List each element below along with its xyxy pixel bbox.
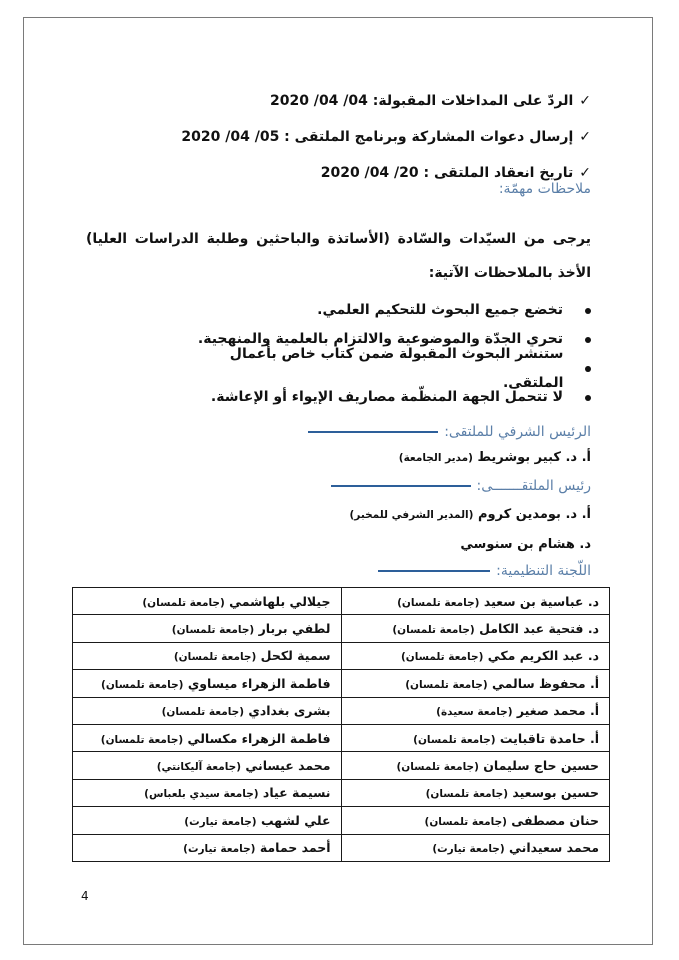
table-cell: د. فتحية عبد الكامل (جامعة تلمسان) — [341, 615, 610, 642]
table-cell: سمية لكحل (جامعة تلمسان) — [73, 642, 342, 669]
checkmark-icon: ✓ — [579, 165, 591, 181]
note-text: تحري الجدّة والموضوعية والالتزام بالعلمية والمنهجية. — [197, 331, 563, 347]
bullet-icon — [585, 395, 591, 401]
chair-person-2 — [460, 537, 591, 552]
table-cell: لطفي بربار (جامعة تلمسان) — [73, 615, 342, 642]
table-cell: حسين حاج سليمان (جامعة تلمسان) — [341, 752, 610, 779]
date-item — [171, 83, 591, 119]
honorary-affiliation: (مدير الجامعة) — [398, 452, 473, 464]
table-cell: فاطمة الزهراء ميساوي (جامعة تلمسان) — [73, 670, 342, 697]
table-cell: بشرى بغدادي (جامعة تلمسان) — [73, 697, 342, 724]
table-cell: أ. محمد صغير (جامعة سعيدة) — [341, 697, 610, 724]
notes-heading — [499, 181, 591, 197]
note-text: تخضع جميع البحوث للتحكيم العلمي. — [317, 302, 563, 318]
table-row — [73, 834, 610, 861]
date-text: إرسال دعوات المشاركة وبرنامج الملتقى : 05/ 04/ 2020 — [181, 129, 574, 145]
list-item — [191, 345, 591, 391]
table-cell: أحمد حمامة (جامعة تيارت) — [73, 834, 342, 861]
checkmark-icon: ✓ — [579, 93, 591, 109]
chair-person — [350, 507, 592, 522]
heading-underline — [378, 570, 490, 572]
table-cell: جيلالي بلهاشمي (جامعة تلمسان) — [73, 588, 342, 615]
table-cell: نسيمة عياد (جامعة سيدي بلعباس) — [73, 779, 342, 806]
table-row — [73, 724, 610, 751]
committee-heading — [378, 563, 591, 579]
bullet-icon — [585, 366, 591, 372]
table-cell: أ. حامدة تاقبايت (جامعة تلمسان) — [341, 724, 610, 751]
honorary-chair — [399, 450, 591, 465]
heading-underline — [331, 485, 471, 487]
list-item — [191, 383, 591, 412]
note-text: ستنشر البحوث المقبولة ضمن كتاب خاص بأعمال الملتقى. — [229, 345, 564, 391]
committee-table — [72, 587, 610, 862]
checkmark-icon: ✓ — [579, 129, 591, 145]
notes-list — [191, 296, 591, 412]
honorary-chair-heading — [308, 424, 591, 440]
table-cell: حنان مصطفى (جامعة تلمسان) — [341, 807, 610, 834]
table-row — [73, 752, 610, 779]
table-row — [73, 807, 610, 834]
date-item — [171, 119, 591, 155]
table-row — [73, 588, 610, 615]
note-text: لا تتحمل الجهة المنظّمة مصاريف الإيواء أو الإعاشة. — [210, 389, 563, 405]
chair-heading-text: رئيس الملتقـــــــى: — [476, 478, 591, 494]
table-row — [73, 779, 610, 806]
bullet-icon — [585, 337, 591, 343]
notes-heading-text: ملاحظات مهمّة: — [498, 181, 591, 197]
table-row — [73, 697, 610, 724]
intro-paragraph: يرجى من السيّدات والسّادة (الأساتذة والباحثين وطلبة الدراسات العليا) الأخذ بالملاحظات الآتية: — [86, 231, 591, 281]
table-cell: د. عباسية بن سعيد (جامعة تلمسان) — [341, 588, 610, 615]
table-cell: محمد سعيداني (جامعة تيارت) — [341, 834, 610, 861]
table-cell: د. عبد الكريم مكي (جامعة تلمسان) — [341, 642, 610, 669]
table-cell: علي لشهب (جامعة تيارت) — [73, 807, 342, 834]
honorary-heading-text: الرئيس الشرفي للملتقى: — [444, 424, 591, 440]
honorary-name: أ. د. كبير بوشريط — [477, 450, 591, 465]
chair-name: أ. د. بومدين كروم — [477, 507, 591, 522]
table-row — [73, 642, 610, 669]
table-cell: أ. محفوظ سالمي (جامعة تلمسان) — [341, 670, 610, 697]
committee-heading-text: اللّجنة التنظيمية: — [496, 563, 591, 579]
chair-heading — [331, 478, 591, 494]
date-text: الردّ على المداخلات المقبولة: 04/ 04/ 2020 — [269, 93, 574, 109]
table-cell: فاطمة الزهراء مكسالي (جامعة تلمسان) — [73, 724, 342, 751]
chair2-name: د. هشام بن سنوسي — [460, 537, 591, 552]
list-item — [191, 296, 591, 325]
chair-affiliation: (المدير الشرفي للمخبر) — [349, 509, 474, 521]
date-text: تاريخ انعقاد الملتقى : 20/ 04/ 2020 — [320, 165, 574, 181]
table-row — [73, 615, 610, 642]
page-number: 4 — [81, 889, 89, 903]
table-cell: محمد عيساني (جامعة آليكانتي) — [73, 752, 342, 779]
bullet-icon — [585, 308, 591, 314]
heading-underline — [308, 431, 438, 433]
important-dates — [171, 83, 591, 191]
table-row — [73, 670, 610, 697]
table-cell: حسين بوسعيد (جامعة تلمسان) — [341, 779, 610, 806]
